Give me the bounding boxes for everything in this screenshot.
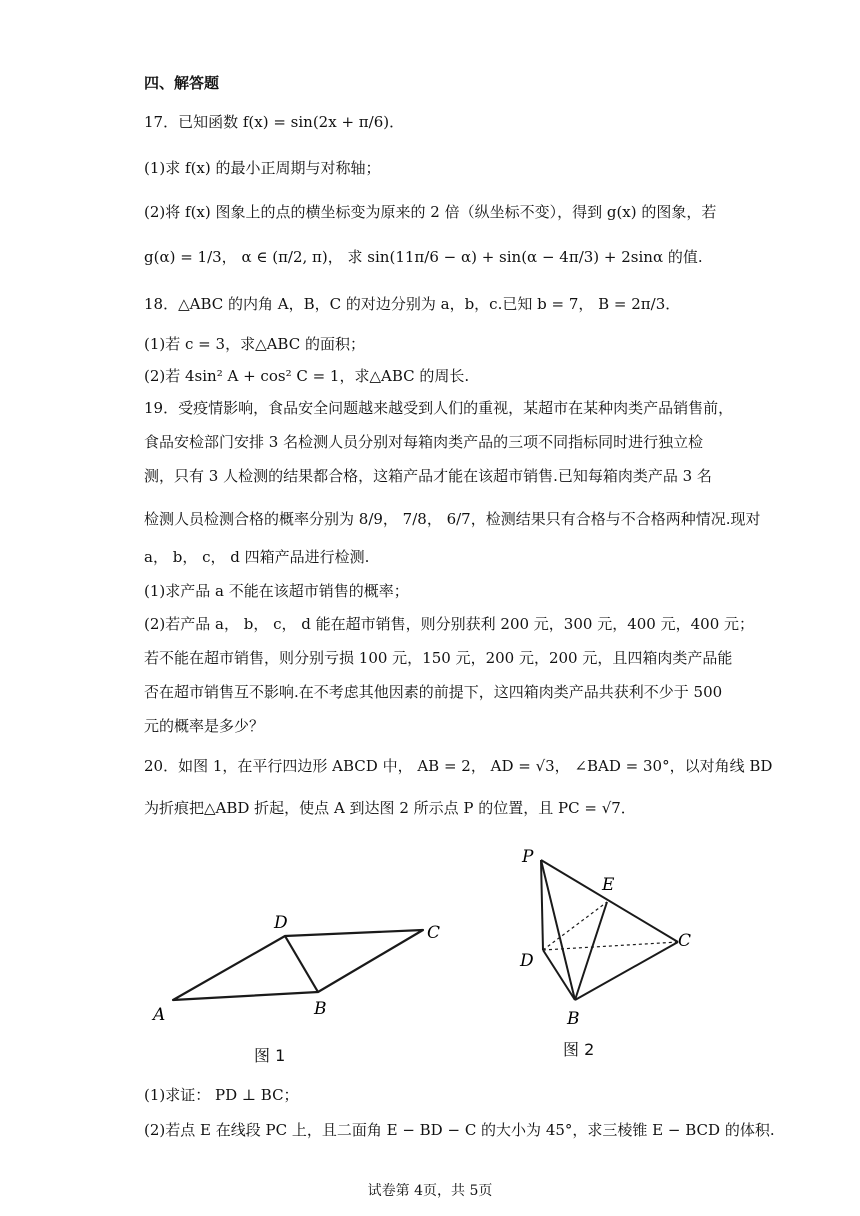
fig2-label-d: D	[520, 951, 534, 971]
q18-part1: (1)若 c = 3，求△ABC 的面积；	[144, 335, 365, 353]
fig1-label-b: B	[314, 999, 327, 1019]
q18-part2: (2)若 4sin² A + cos² C = 1，求△ABC 的周长.	[144, 367, 470, 385]
q19-line3: 测，只有 3 人检测的结果都合格，这箱产品才能在该超市销售.已知每箱肉类产品 3 名	[144, 467, 712, 485]
q19-part2-line3: 否在超市销售互不影响.在不考虑其他因素的前提下，这四箱肉类产品共获利不少于 500	[144, 683, 723, 701]
figure-2-caption: 图 2	[563, 1040, 595, 1059]
edge-db	[543, 950, 575, 1000]
q20-part2: (2)若点 E 在线段 PC 上，且二面角 E − BD − C 的大小为 45°，求三棱锥 E − BCD 的体积.	[144, 1121, 775, 1139]
q19-part1: (1)求产品 a 不能在该超市销售的概率；	[144, 582, 409, 600]
q19-part2-line1: (2)若产品 a， b， c， d 能在超市销售，则分别获利 200 元，300 元，400 元，400 元；	[144, 615, 755, 633]
fig1-label-d: D	[274, 913, 288, 933]
q19-part2-line2: 若不能在超市销售，则分别亏损 100 元，150 元，200 元，200 元，且四箱肉类产品能	[144, 649, 733, 667]
q17-part1: (1)求 f(x) 的最小正周期与对称轴；	[144, 159, 381, 177]
q19-line5: a， b， c， d 四箱产品进行检测.	[144, 548, 370, 566]
q19-line2: 食品安检部门安排 3 名检测人员分别对每箱肉类产品的三项不同指标同时进行独立检	[144, 433, 704, 451]
figure-2-diagram	[510, 840, 710, 1030]
q20-part1: (1)求证： PD ⊥ BC；	[144, 1086, 299, 1104]
section-title: 四、解答题	[144, 74, 220, 92]
fig1-label-a: A	[153, 1005, 166, 1025]
page-footer: 试卷第 4页，共 5页	[367, 1183, 493, 1199]
q17-part2-line2: g(α) = 1/3， α ∈ (π/2, π)， 求 sin(11π/6 − α) + sin(α − 4π/3) + 2sinα 的值.	[144, 248, 703, 266]
q17-part2-line1: (2)将 f(x) 图象上的点的横坐标变为原来的 2 倍（纵坐标不变），得到 g(x) 的图象，若	[144, 203, 717, 221]
fig2-label-p: P	[522, 847, 534, 867]
q19-part2-line4: 元的概率是多少？	[144, 717, 265, 735]
q20-line2: 为折痕把△ABD 折起，使点 A 到达图 2 所示点 P 的位置，且 PC = √7．	[144, 799, 636, 817]
q19-line4: 检测人员检测合格的概率分别为 8/9， 7/8， 6/7，检测结果只有合格与不合格两种情况.现对	[144, 510, 761, 528]
edge-dc-hidden	[543, 942, 678, 950]
q18-stem: 18．△ABC 的内角 A，B，C 的对边分别为 a，b，c.已知 b = 7， B = 2π/3．	[144, 295, 681, 313]
q17-stem: 17．已知函数 f(x) = sin(2x + π/6)．	[144, 113, 405, 131]
edge-pb	[541, 860, 575, 1000]
fig2-label-e: E	[602, 875, 615, 895]
parallelogram-abcd	[173, 930, 423, 1000]
figure-1-caption: 图 1	[254, 1046, 286, 1065]
fig1-label-c: C	[427, 923, 441, 943]
edge-pc	[541, 860, 678, 942]
edge-pd	[541, 860, 543, 950]
fig2-label-c: C	[678, 931, 692, 951]
diagonal-bd	[285, 936, 318, 992]
q19-line1: 19．受疫情影响，食品安全问题越来越受到人们的重视，某超市在某种肉类产品销售前，	[144, 399, 734, 417]
q20-line1: 20．如图 1，在平行四边形 ABCD 中， AB = 2， AD = √3， ∠BAD = 30°，以对角线 BD	[144, 757, 773, 775]
fig2-label-b: B	[567, 1009, 580, 1029]
figure-1-diagram	[145, 900, 455, 1030]
